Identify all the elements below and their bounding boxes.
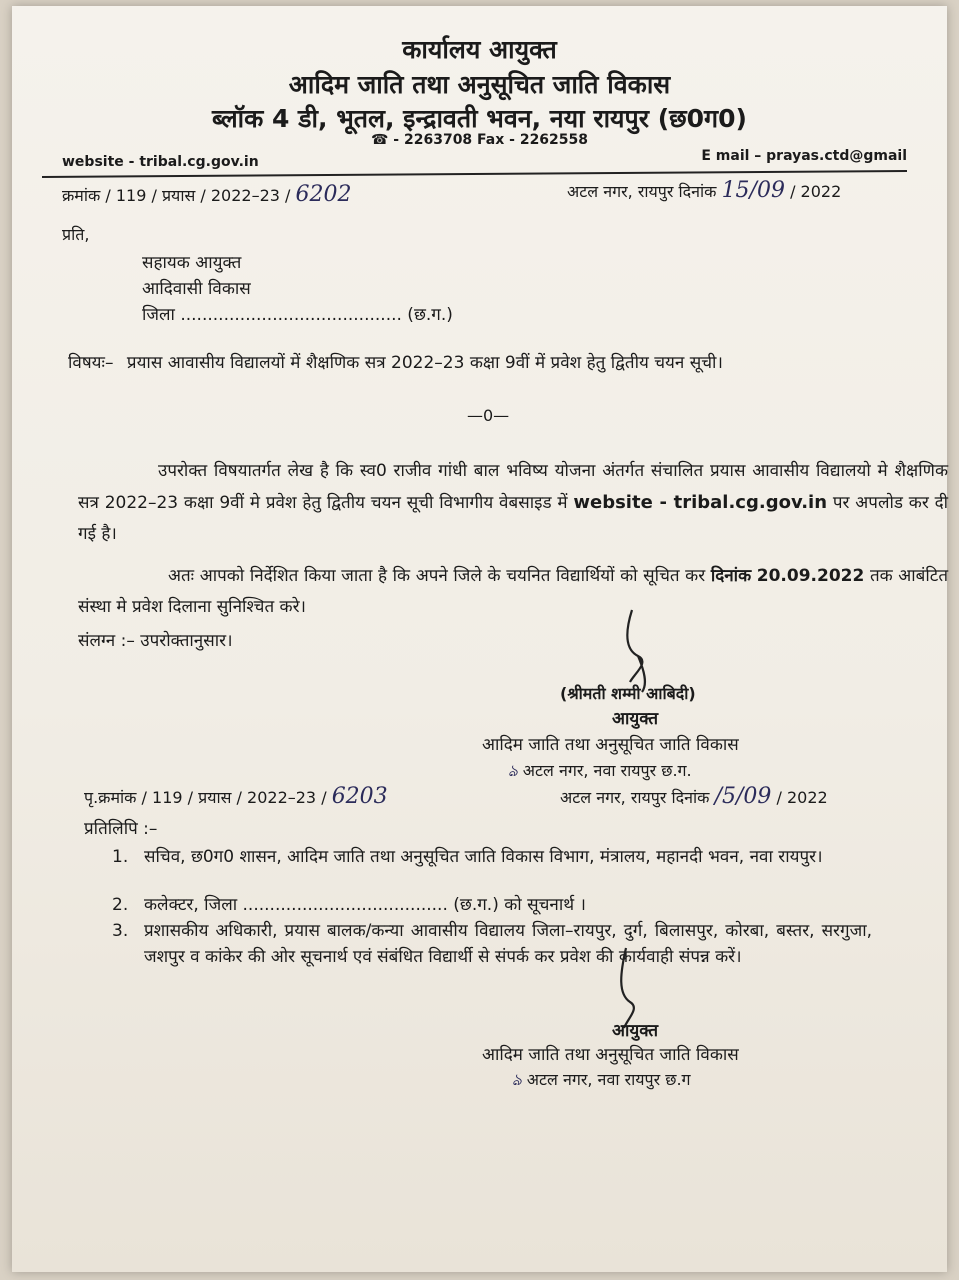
department-title: आदिम जाति तथा अनुसूचित जाति विकास <box>288 70 671 99</box>
copy-item-number: 2. <box>112 895 129 915</box>
copy-label: प्रतिलिपि :– <box>84 819 158 839</box>
signatory-place-text: अटल नगर, नवा रायपुर छ.ग. <box>522 761 692 780</box>
recipient-to: प्रति, <box>62 225 90 244</box>
signatory-name: (श्रीमती शम्मी आबिदी) <box>560 684 696 703</box>
endorsement-date-handwritten: /5/09 <box>714 784 772 809</box>
letter-date <box>567 178 841 203</box>
copy-item-number: 1. <box>112 847 129 867</box>
email-header: E mail – prayas.ctd@gmail <box>701 148 907 164</box>
para2-date: 20.09.2022 <box>756 566 865 586</box>
subject-text: प्रयास आवासीय विद्यालयों में शैक्षणिक सत्र 2022–23 कक्षा 9वीं में प्रवेश हेतु द्वितीय चयन सूची। <box>126 353 723 373</box>
letter-number-handwritten: 6202 <box>295 182 352 207</box>
para1-end: पर अपलोड कर दी गई है। <box>78 493 949 544</box>
para2-bold: दिनांक <box>710 566 752 586</box>
copy-item <box>112 892 872 918</box>
para1-text: उपरोक्त विषयातर्गत लेख है कि स्व0 राजीव गांधी बाल भविष्य योजना अंतर्गत संचालित प्रयास आवासीय विद्यालयो मे शैक्षणिक सत्र 2022–23 कक्षा 9वीं मे प्रवेश हेतु द्वितीय चयन सूची विभागीय वेबसाइड में <box>78 461 948 513</box>
signatory-title: आयुक्त <box>612 709 659 729</box>
signature-scribble-1 <box>604 604 674 694</box>
body-paragraph-2 <box>78 561 948 623</box>
enclosure: संलग्न :– उपरोक्तानुसार। <box>78 631 233 651</box>
letter-date-handwritten: 15/09 <box>721 178 785 203</box>
endorsement-number-prefix: पृ.क्रमांक / 119 / प्रयास / 2022–23 / <box>84 788 327 807</box>
initial-mark-1: ঌ <box>508 761 518 780</box>
para2-end: तक आबंटित संस्था मे प्रवेश दिलाना सुनिश्चित करे। <box>78 566 949 617</box>
copy-item <box>112 844 872 870</box>
letter-number <box>62 182 352 207</box>
separator: —0— <box>467 406 510 425</box>
recipient-line1: सहायक आयुक्त <box>142 253 242 273</box>
body-paragraph-1 <box>78 456 948 550</box>
signatory-department: आदिम जाति तथा अनुसूचित जाति विकास <box>482 735 739 755</box>
signatory2-place-text: अटल नगर, नवा रायपुर छ.ग <box>526 1070 691 1089</box>
letter-date-prefix: अटल नगर, रायपुर दिनांक <box>567 182 717 201</box>
copy-item-text: प्रशासकीय अधिकारी, प्रयास बालक/कन्या आवासीय विद्यालय जिला–रायपुर, दुर्ग, बिलासपुर, कोरबा, बस्तर, सरगुजा, जशपुर व कांकेर की ओर सूचनार्थ एवं संबंधित विद्यार्थी से संपर्क कर प्रवेश की कार्यवाही संपन्न करें। <box>144 921 872 967</box>
subject-line <box>68 350 723 373</box>
letter-page <box>12 6 947 1272</box>
signatory2-place <box>512 1067 691 1094</box>
header-rule <box>42 170 907 178</box>
office-title: कार्यालय आयुक्त <box>402 35 557 64</box>
signatory2-department: आदिम जाति तथा अनुसूचित जाति विकास <box>482 1045 739 1065</box>
para1-website: website - tribal.cg.gov.in <box>573 492 828 513</box>
letter-date-suffix: / 2022 <box>790 182 842 201</box>
recipient-line2: आदिवासी विकास <box>142 279 251 299</box>
endorsement-number <box>84 784 388 809</box>
copy-item-number: 3. <box>112 921 129 941</box>
office-address: ब्लॉक 4 डी, भूतल, इन्द्रावती भवन, नया रायपुर (छ0ग0) <box>212 104 747 133</box>
para2-start: अतः आपको निर्देशित किया जाता है कि अपने जिले के चयनित विद्यार्थियों को सूचित कर <box>168 566 706 586</box>
copy-item <box>112 918 872 970</box>
subject-label: विषयः– <box>68 353 114 373</box>
endorsement-date-suffix: / 2022 <box>776 788 828 807</box>
copy-item-text: सचिव, छ0ग0 शासन, आदिम जाति तथा अनुसूचित जाति विकास विभाग, मंत्रालय, महानदी भवन, नवा रायपुर। <box>144 847 823 867</box>
endorsement-date <box>560 784 828 809</box>
recipient-line3: जिला ......................................... (छ.ग.) <box>142 305 453 325</box>
letter-number-prefix: क्रमांक / 119 / प्रयास / 2022–23 / <box>62 186 291 205</box>
endorsement-number-handwritten: 6203 <box>331 784 388 809</box>
copy-item-text: कलेक्टर, जिला ...................................... (छ.ग.) को सूचनार्थ । <box>144 895 586 915</box>
signatory-place <box>508 758 692 785</box>
website-header: website - tribal.cg.gov.in <box>62 154 259 170</box>
phone-fax: ☎ - 2263708 Fax - 2262558 <box>370 132 589 148</box>
signatory2-title: आयुक्त <box>612 1021 659 1041</box>
endorsement-date-prefix: अटल नगर, रायपुर दिनांक <box>560 788 710 807</box>
initial-mark-2: ঌ <box>512 1070 522 1089</box>
